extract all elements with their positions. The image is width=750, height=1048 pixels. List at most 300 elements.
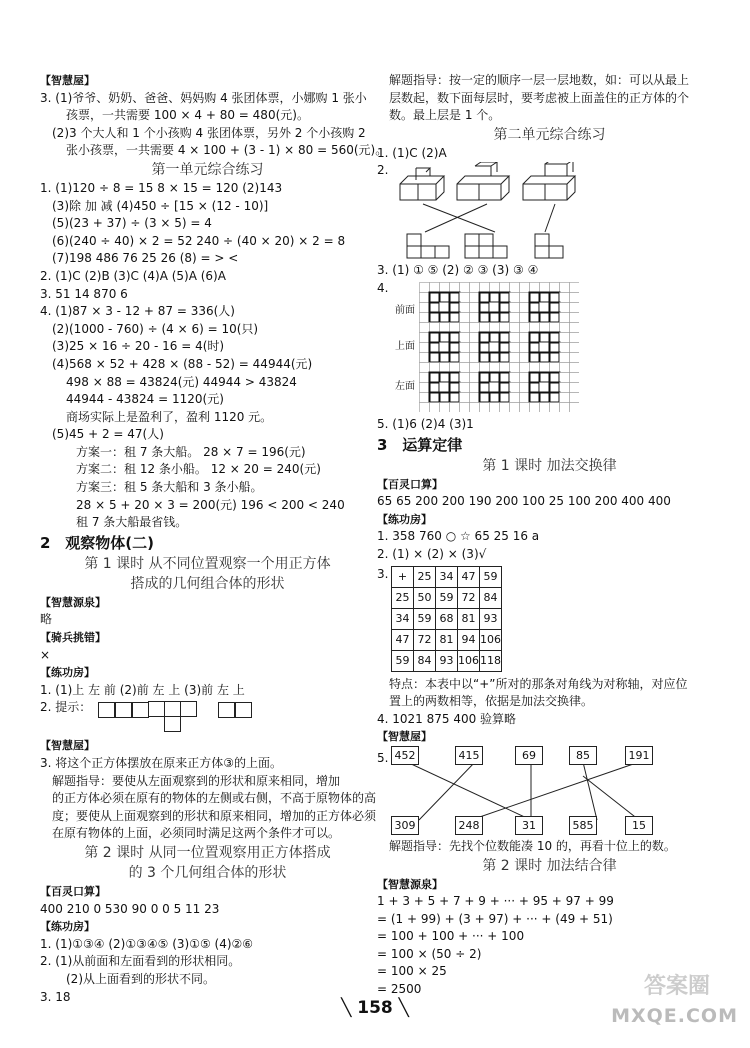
grid-cell bbox=[560, 352, 570, 362]
grid-cell bbox=[530, 322, 540, 332]
grid-cell-marked bbox=[550, 382, 560, 392]
grid-cell-marked bbox=[440, 372, 450, 382]
table-row bbox=[392, 566, 502, 587]
question-number: 5. bbox=[377, 750, 389, 765]
grid-cell bbox=[430, 282, 440, 292]
grid-cell bbox=[570, 292, 580, 302]
grid-cell-marked bbox=[450, 382, 460, 392]
grid-cell bbox=[480, 362, 490, 372]
grid-cell bbox=[520, 372, 530, 382]
grid-cell bbox=[470, 312, 480, 322]
grid-cell bbox=[560, 332, 570, 342]
answer-line: = 100 × 25 bbox=[377, 964, 447, 979]
grid-cell bbox=[420, 402, 430, 412]
answer-line: (2)从上面看到的形状不同。 bbox=[66, 971, 215, 986]
grid-cell-marked bbox=[500, 312, 510, 322]
grid-cell bbox=[520, 352, 530, 362]
grid-cell bbox=[570, 342, 580, 352]
grid-cell bbox=[510, 402, 520, 412]
grid-cell bbox=[570, 402, 580, 412]
grid-cell bbox=[440, 362, 450, 372]
grid-cell bbox=[560, 372, 570, 382]
grid-cell bbox=[420, 372, 430, 382]
grid-cell-marked bbox=[500, 352, 510, 362]
section-tag: 【骑兵挑错】 bbox=[40, 631, 106, 645]
grid-cell bbox=[550, 322, 560, 332]
grid-cell-marked bbox=[480, 292, 490, 302]
grid-cell bbox=[570, 362, 580, 372]
answer-line: 44944 - 43824 = 1120(元) bbox=[66, 392, 224, 407]
grid-cell-marked bbox=[500, 372, 510, 382]
match-box: 585 bbox=[569, 816, 597, 835]
grid-cell bbox=[420, 352, 430, 362]
grid-cell-marked bbox=[430, 392, 440, 402]
grid-cell-marked bbox=[550, 372, 560, 382]
section-tag: 【百灵口算】 bbox=[40, 884, 106, 898]
grid-cell bbox=[510, 302, 520, 312]
table-cell: 47 bbox=[458, 566, 480, 587]
grid-cell-marked bbox=[490, 332, 500, 342]
answer-line: 3. 51 14 870 6 bbox=[40, 286, 128, 301]
answer-line: (5)45 + 2 = 47(人) bbox=[52, 427, 164, 442]
grid-cell bbox=[560, 302, 570, 312]
grid-cell bbox=[440, 382, 450, 392]
grid-cell bbox=[510, 372, 520, 382]
matching-figure bbox=[377, 746, 722, 838]
answer-line: = 100 + 100 + ··· + 100 bbox=[377, 929, 525, 944]
grid-cell-marked bbox=[530, 312, 540, 322]
answer-line: (2)3 个大人和 1 个小孩购 4 张团体票，另外 2 个小孩购 2 bbox=[52, 125, 366, 140]
grid-cell bbox=[460, 382, 470, 392]
grid-cell-marked bbox=[530, 342, 540, 352]
grid-cell-marked bbox=[480, 332, 490, 342]
grid-cell-marked bbox=[500, 302, 510, 312]
grid-label-top: 上面 bbox=[395, 340, 415, 352]
section-tag: 【智慧源泉】 bbox=[40, 595, 106, 609]
page-number: ╲ 158 ╲ bbox=[341, 998, 409, 1018]
grid-cell-marked bbox=[500, 342, 510, 352]
match-box: 15 bbox=[625, 816, 653, 835]
answer-line: (5)(23 + 37) ÷ (3 × 5) = 4 bbox=[52, 216, 212, 231]
grid-cell-marked bbox=[540, 332, 550, 342]
left-block-3 bbox=[40, 737, 375, 843]
grid-cell bbox=[540, 302, 550, 312]
grid-cell bbox=[490, 342, 500, 352]
page-number-value: 158 bbox=[357, 998, 393, 1018]
answer-line: 层数起，数下面每层时，要考虑被上面盖住的正方体的个 bbox=[389, 90, 690, 105]
grid-cell-marked bbox=[550, 312, 560, 322]
match-box: 452 bbox=[391, 746, 419, 765]
grid-cell bbox=[440, 342, 450, 352]
grid-cell bbox=[460, 312, 470, 322]
grid-cell bbox=[490, 382, 500, 392]
grid-cell bbox=[450, 282, 460, 292]
grid-cell bbox=[500, 362, 510, 372]
answer-line: 3. 18 bbox=[40, 989, 71, 1004]
answer-line: 张小孩票，一共需要 4 × 100 + (3 - 1) × 80 = 560(元)。 bbox=[66, 143, 388, 158]
grid-cell bbox=[500, 322, 510, 332]
grid-cell bbox=[460, 302, 470, 312]
grid-cell-marked bbox=[430, 342, 440, 352]
left-block-2 bbox=[40, 594, 375, 700]
grid-cell bbox=[510, 312, 520, 322]
table-cell: 93 bbox=[480, 608, 502, 629]
match-box: 85 bbox=[569, 746, 597, 765]
answer-line: = 100 × (50 ÷ 2) bbox=[377, 946, 482, 961]
grid-cell bbox=[570, 302, 580, 312]
grid-cell-marked bbox=[490, 312, 500, 322]
grid-cell-marked bbox=[450, 352, 460, 362]
match-box: 191 bbox=[625, 746, 653, 765]
answer-line: (6)(240 ÷ 40) × 2 = 52 240 ÷ (40 × 20) × 2 = 8 bbox=[52, 233, 346, 248]
addition-table bbox=[391, 566, 502, 672]
grid-cell bbox=[460, 322, 470, 332]
answer-line: (3)25 × 16 ÷ 20 - 16 = 4(时) bbox=[52, 339, 225, 354]
grid-cell bbox=[460, 372, 470, 382]
lesson-title: 第 1 课时 从不同位置观察一个用正方体 bbox=[84, 555, 331, 572]
grid-cell bbox=[560, 402, 570, 412]
lesson-title: 第 2 课时 从同一位置观察用正方体搭成 bbox=[84, 844, 331, 861]
grid-cell bbox=[510, 392, 520, 402]
section-tag: 【智慧屋】 bbox=[40, 739, 95, 753]
watermark-site: MXQE.COM bbox=[611, 1005, 738, 1027]
answer-line: 1. (1)120 ÷ 8 = 15 8 × 15 = 120 (2)143 bbox=[40, 180, 283, 195]
grid-cell bbox=[490, 282, 500, 292]
question-number: 2. bbox=[377, 163, 389, 178]
grid-cell-marked bbox=[500, 392, 510, 402]
right-block-4 bbox=[377, 838, 722, 856]
grid-cell bbox=[520, 292, 530, 302]
grid-cell bbox=[470, 402, 480, 412]
view-shape-3 bbox=[218, 701, 252, 719]
grid-cell-marked bbox=[530, 372, 540, 382]
grid-cell-marked bbox=[440, 392, 450, 402]
match-box: 69 bbox=[515, 746, 543, 765]
grid-cell-marked bbox=[530, 392, 540, 402]
grid-cell bbox=[420, 392, 430, 402]
grid-cell-marked bbox=[430, 382, 440, 392]
answer-line: 5. (1)6 (2)4 (3)1 bbox=[377, 416, 474, 431]
table-cell: 72 bbox=[414, 629, 436, 650]
answer-line: 3. 将这个正方体摆放在原来正方体③的上面。 bbox=[40, 756, 283, 770]
hint-row bbox=[40, 699, 375, 737]
answer-line: (4)568 × 52 + 428 × (88 - 52) = 44944(元) bbox=[52, 356, 313, 371]
grid-cell bbox=[470, 372, 480, 382]
grid-cell-marked bbox=[450, 372, 460, 382]
answer-line: 租 7 条大船最省钱。 bbox=[76, 515, 188, 530]
answer-line: 置上的两数相等，依据是加法交换律。 bbox=[389, 694, 594, 709]
grid-cell-marked bbox=[490, 292, 500, 302]
grid-cell-marked bbox=[490, 372, 500, 382]
grid-cell bbox=[560, 322, 570, 332]
grid-cell bbox=[520, 382, 530, 392]
answer-line: 数。最上层是 1 个。 bbox=[389, 108, 501, 123]
right-block-1 bbox=[377, 72, 722, 125]
table-cell: 34 bbox=[436, 566, 458, 587]
grid-cell bbox=[460, 392, 470, 402]
answer-line: 解题指导：先找个位数能凑 10 的，再看十位上的数。 bbox=[389, 838, 676, 853]
grid-cell-marked bbox=[430, 372, 440, 382]
table-row bbox=[392, 587, 502, 608]
section-tag: 【智慧屋】 bbox=[377, 730, 432, 744]
grid-cell bbox=[540, 342, 550, 352]
grid-cell bbox=[430, 322, 440, 332]
grid-cell-marked bbox=[480, 372, 490, 382]
section-tag: 【智慧屋】 bbox=[40, 74, 95, 87]
grid-cell bbox=[520, 322, 530, 332]
grid-cell-marked bbox=[430, 302, 440, 312]
grid-cell bbox=[420, 342, 430, 352]
grid-cell bbox=[460, 362, 470, 372]
grid-cell bbox=[470, 292, 480, 302]
left-block-1 bbox=[40, 72, 388, 532]
grid-cell bbox=[540, 322, 550, 332]
answer-line: 度；要使从上面观察到的形状和原来相同，增加的正方体必须 bbox=[52, 808, 377, 823]
right-column bbox=[377, 72, 722, 999]
grid-cell bbox=[440, 402, 450, 412]
answer-line: 1. (1)C (2)A bbox=[377, 145, 447, 160]
match-box: 415 bbox=[455, 746, 483, 765]
right-block-3 bbox=[377, 676, 722, 746]
grid-cell-marked bbox=[440, 332, 450, 342]
answer-line: 400 210 0 530 90 0 0 5 11 23 bbox=[40, 901, 220, 916]
grid-cell-marked bbox=[430, 332, 440, 342]
grid-cell bbox=[470, 382, 480, 392]
grid-cell-marked bbox=[450, 342, 460, 352]
cube-stacks-svg bbox=[395, 162, 595, 262]
grid-cell bbox=[570, 322, 580, 332]
answer-line: × bbox=[40, 647, 51, 662]
chapter-title: 运算定律 bbox=[402, 435, 463, 454]
grid-cell bbox=[470, 352, 480, 362]
grid-cell-marked bbox=[430, 312, 440, 322]
answer-line: 2. (1)从前面和左面看到的形状相同。 bbox=[40, 954, 241, 969]
grid-cell bbox=[540, 282, 550, 292]
answer-line: 1. 358 760 ○ ☆ 65 25 16 a bbox=[377, 529, 540, 544]
answer-line: 解题指导：按一定的顺序一层一层地数，如：可以从最上 bbox=[389, 73, 690, 87]
view-shape-2 bbox=[148, 701, 208, 733]
question-number: 3. bbox=[377, 566, 389, 581]
grid-cell bbox=[500, 282, 510, 292]
section-tag: 【练功房】 bbox=[40, 666, 95, 680]
grid-cell bbox=[420, 312, 430, 322]
grid-cell-marked bbox=[440, 352, 450, 362]
grid-cell-marked bbox=[500, 382, 510, 392]
grid-cell bbox=[450, 362, 460, 372]
grid-cell bbox=[460, 402, 470, 412]
grid-cell bbox=[570, 372, 580, 382]
answer-line: 孩票，一共需要 100 × 4 + 80 = 480(元)。 bbox=[66, 108, 309, 123]
section-tag: 【练功房】 bbox=[40, 920, 95, 934]
match-box: 309 bbox=[391, 816, 419, 835]
grid-cell bbox=[470, 362, 480, 372]
answer-line: 解题指导：要使从左面观察到的形状和原来相同，增加 bbox=[52, 773, 341, 788]
answer-line: 3. (1) ① ⑤ (2) ② ③ (3) ③ ④ bbox=[377, 263, 539, 278]
chapter-2-heading bbox=[40, 532, 375, 554]
grid-cell bbox=[550, 282, 560, 292]
grid-cell-marked bbox=[430, 292, 440, 302]
grid-cell-marked bbox=[430, 352, 440, 362]
grid-cell bbox=[420, 362, 430, 372]
section-tag: 【百灵口算】 bbox=[377, 477, 443, 491]
grid-cell bbox=[520, 362, 530, 372]
table-row bbox=[392, 608, 502, 629]
left-column bbox=[40, 72, 388, 1006]
answer-line: 3. (1)爷爷、奶奶、爸爸、妈妈购 4 张团体票，小娜购 1 张小 bbox=[40, 90, 367, 105]
grid-cell bbox=[520, 332, 530, 342]
grid-cell bbox=[510, 342, 520, 352]
grid-cell bbox=[470, 342, 480, 352]
table-cell: 94 bbox=[458, 629, 480, 650]
grid-cell-marked bbox=[500, 332, 510, 342]
grid-cell-marked bbox=[550, 332, 560, 342]
grid-cell bbox=[440, 322, 450, 332]
right-block-2 bbox=[377, 476, 722, 564]
answer-line: (2)(1000 - 760) ÷ (4 × 6) = 10(只) bbox=[52, 321, 259, 336]
table-cell: 59 bbox=[436, 587, 458, 608]
grid-cell bbox=[520, 302, 530, 312]
view-shape-1 bbox=[98, 701, 149, 719]
grid-cell bbox=[470, 322, 480, 332]
grid-cell-marked bbox=[450, 302, 460, 312]
answer-line: 略 bbox=[40, 612, 53, 627]
grid-cell-marked bbox=[540, 352, 550, 362]
answer-line: 4. (1)87 × 3 - 12 + 87 = 336(人) bbox=[40, 304, 235, 319]
grid-cell-marked bbox=[450, 332, 460, 342]
grid-cell bbox=[510, 292, 520, 302]
grid-cell bbox=[560, 362, 570, 372]
table-cell: 106 bbox=[458, 650, 480, 671]
grid-cell bbox=[470, 332, 480, 342]
grid-cell bbox=[490, 322, 500, 332]
grid-cell bbox=[510, 332, 520, 342]
grid-cell bbox=[560, 292, 570, 302]
answer-line: 在原有物体的上面，必须同时满足这两个条件才可以。 bbox=[52, 826, 341, 841]
table-cell: 59 bbox=[414, 608, 436, 629]
grid-cell bbox=[420, 382, 430, 392]
grid-cell-marked bbox=[480, 342, 490, 352]
table-cell: 118 bbox=[480, 650, 502, 671]
answer-line: 28 × 5 + 20 × 3 = 200(元) 196 < 200 < 240 bbox=[76, 497, 345, 512]
answer-line: 特点：本表中以“+”所对的那条对角线为对称轴，对应位 bbox=[389, 676, 688, 691]
table-cell: 47 bbox=[392, 629, 414, 650]
hint-label: 2. 提示： bbox=[40, 700, 92, 715]
table-cell: 72 bbox=[458, 587, 480, 608]
unit-2-review-title: 第二单元综合练习 bbox=[493, 126, 606, 143]
grid-cell bbox=[520, 392, 530, 402]
grid-cell-marked bbox=[550, 302, 560, 312]
grid-cell bbox=[560, 342, 570, 352]
grid-cell bbox=[570, 282, 580, 292]
answer-line: (3)除 加 减 (4)450 ÷ [15 × (12 - 10)] bbox=[52, 198, 269, 213]
answer-line: 1 + 3 + 5 + 7 + 9 + ··· + 95 + 97 + 99 bbox=[377, 894, 614, 909]
grid-cell bbox=[510, 322, 520, 332]
grid-cell-marked bbox=[530, 292, 540, 302]
grid-cell bbox=[520, 282, 530, 292]
answer-line: 方案三：租 5 条大船和 3 条小船。 bbox=[76, 480, 263, 495]
grid-cell bbox=[530, 362, 540, 372]
table-cell: 59 bbox=[480, 566, 502, 587]
answer-line: 4. 1021 875 400 验算略 bbox=[377, 711, 517, 726]
answer-line: 65 65 200 200 190 200 100 25 100 200 400 400 bbox=[377, 494, 671, 509]
grid-cell bbox=[510, 382, 520, 392]
grid-cell bbox=[480, 282, 490, 292]
grid-cell bbox=[520, 342, 530, 352]
grid-cell bbox=[430, 402, 440, 412]
answer-line: 1. (1)上 左 前 (2)前 左 上 (3)前 左 上 bbox=[40, 682, 245, 697]
table-row bbox=[392, 629, 502, 650]
watermark-logo: 答案圈 bbox=[643, 974, 710, 999]
table-cell: 50 bbox=[414, 587, 436, 608]
grid-cell bbox=[420, 282, 430, 292]
grid-cell bbox=[510, 362, 520, 372]
match-box: 31 bbox=[515, 816, 543, 835]
grid-cell bbox=[420, 292, 430, 302]
grid-cell-marked bbox=[440, 312, 450, 322]
table-cell: 84 bbox=[480, 587, 502, 608]
lesson-title: 第 2 课时 加法结合律 bbox=[482, 857, 617, 874]
grid-cell bbox=[520, 402, 530, 412]
grid-cell bbox=[490, 362, 500, 372]
match-box: 248 bbox=[455, 816, 483, 835]
answer-line: 2. (1)C (2)B (3)C (4)A (5)A (6)A bbox=[40, 268, 226, 283]
grid-label-left: 左面 bbox=[395, 380, 415, 392]
grid-cell bbox=[470, 282, 480, 292]
answer-line: 2. (1) × (2) × (3)√ bbox=[377, 546, 487, 561]
grid-cell bbox=[570, 332, 580, 342]
grid-cell bbox=[530, 402, 540, 412]
answer-line: 498 × 88 = 43824(元) 44944 > 43824 bbox=[66, 374, 297, 389]
view-grid-figure bbox=[377, 280, 722, 416]
grid-cell bbox=[470, 302, 480, 312]
grid-cell bbox=[520, 312, 530, 322]
grid-cell-marked bbox=[540, 312, 550, 322]
grid-cell bbox=[540, 402, 550, 412]
chapter-number: 3 bbox=[377, 435, 388, 454]
grid-cell bbox=[420, 302, 430, 312]
grid-cell bbox=[490, 302, 500, 312]
grid-cell bbox=[500, 402, 510, 412]
grid-cell bbox=[490, 402, 500, 412]
grid-cell bbox=[540, 362, 550, 372]
grid-cell-marked bbox=[500, 292, 510, 302]
grid-cell bbox=[460, 292, 470, 302]
grid-cell-marked bbox=[540, 392, 550, 402]
grid-cell-marked bbox=[550, 342, 560, 352]
grid-cell bbox=[560, 312, 570, 322]
grid-cell bbox=[460, 332, 470, 342]
table-cell: 84 bbox=[414, 650, 436, 671]
grid-cell-marked bbox=[480, 392, 490, 402]
chapter-title: 观察物体(二) bbox=[65, 533, 154, 552]
grid-cell bbox=[440, 302, 450, 312]
grid-cell bbox=[510, 282, 520, 292]
answer-line: = (1 + 99) + (3 + 97) + ··· + (49 + 51) bbox=[377, 911, 613, 926]
grid-cell-marked bbox=[450, 292, 460, 302]
grid-cell bbox=[470, 392, 480, 402]
section-tag: 【练功房】 bbox=[377, 512, 432, 526]
grid-cell-marked bbox=[530, 382, 540, 392]
grid-cell bbox=[450, 322, 460, 332]
answer-line: (7)198 486 76 25 26 (8) = > < bbox=[52, 251, 239, 266]
lesson-title: 第 1 课时 加法交换律 bbox=[482, 457, 617, 474]
grid-cell bbox=[570, 382, 580, 392]
left-block-4 bbox=[40, 883, 375, 1006]
answer-line: 方案一：租 7 条大船。 28 × 7 = 196(元) bbox=[76, 444, 306, 459]
answer-line: 1. (1)①③④ (2)①③④⑤ (3)①⑤ (4)②⑥ bbox=[40, 936, 254, 951]
grid-cell-marked bbox=[550, 292, 560, 302]
table-cell: 68 bbox=[436, 608, 458, 629]
